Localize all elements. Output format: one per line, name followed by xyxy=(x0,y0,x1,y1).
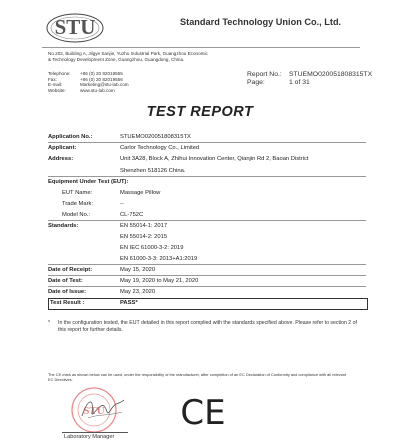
applicant-label: Applicant: xyxy=(48,145,77,151)
contact-row: Fax: +86 (0) 20 82019556 xyxy=(48,76,123,82)
note-asterisk: * xyxy=(48,320,51,326)
compliance-note xyxy=(48,320,366,333)
trade-mark-label: Trade Mark: xyxy=(62,201,94,207)
signature xyxy=(78,394,128,424)
company-address xyxy=(48,51,208,63)
model-no-value: CL-752C xyxy=(120,212,144,218)
standard-item: EN 55014-2: 2015 xyxy=(120,234,168,240)
ce-mark-icon xyxy=(170,393,236,429)
standards-label: Standards: xyxy=(48,223,79,229)
date-test-label: Date of Test: xyxy=(48,278,83,284)
date-issue-value: May 23, 2020 xyxy=(120,289,156,295)
model-no-label: Model No.: xyxy=(62,212,91,218)
row-divider xyxy=(48,275,366,276)
report-meta xyxy=(247,71,372,87)
signature-line xyxy=(62,432,128,433)
page-value: 1 of 31 xyxy=(289,79,310,86)
eut-name-value: Massage Pillow xyxy=(120,190,161,196)
address-line: & Technology Development Zone, Guangzhou, Guangdong, China. xyxy=(48,57,185,62)
date-issue-label: Date of Issue: xyxy=(48,289,87,295)
standard-item: EN 61000-3-3: 2013+A1:2019 xyxy=(120,256,198,262)
report-title: TEST REPORT xyxy=(146,104,254,120)
company-name: Standard Technology Union Co., Ltd. xyxy=(180,17,342,27)
eut-heading: Equipment Under Test (EUT): xyxy=(48,179,129,185)
row-divider xyxy=(48,264,366,265)
header-divider xyxy=(42,47,360,48)
row-divider xyxy=(48,220,366,221)
address-value-line2: Shenzhen 518126 China. xyxy=(120,168,186,174)
stamp-text: STU xyxy=(83,405,105,417)
contact-row: E-mail: Marketing@stu-lab.com xyxy=(48,82,129,88)
contact-info xyxy=(48,71,129,93)
signatory-title: Laboratory Manager xyxy=(64,434,115,440)
trade-mark-value: -- xyxy=(120,201,124,207)
ce-mark-text: CE xyxy=(180,393,226,429)
address-value-line1: Unit 3A28, Block A, Zhihui Innovation Center, Qianjin Rd 2, Baoan District xyxy=(120,156,309,162)
address-label: Address: xyxy=(48,156,74,162)
ce-disclaimer: The CE mark as shown below can be used, under the responsibility of the manufacturer, after completion of an EC Declaration of Conformity and compliance with all relevant EC Directives. xyxy=(48,372,347,382)
application-no-label: Application No.: xyxy=(48,134,93,140)
page-label: Page: xyxy=(247,79,265,86)
note-text: In the configuration tested, the EUT detailed in this report complied with the standards specified above. Please refer to section 2 of this report for further details. xyxy=(58,320,357,333)
applicant-value: Carlor Technology Co., Limited xyxy=(120,145,200,151)
report-no-label: Report No.: xyxy=(247,71,282,78)
stu-logo xyxy=(44,4,106,44)
date-receipt-label: Date of Receipt: xyxy=(48,267,93,273)
application-no-value: STUEMO020051808315TX xyxy=(120,134,191,140)
contact-row: Telephone: +86 (0) 20 82019555 xyxy=(48,71,123,76)
test-result-value: PASS* xyxy=(120,300,138,306)
date-receipt-value: May 15, 2020 xyxy=(120,267,156,273)
eut-name-label: EUT Name: xyxy=(62,190,93,196)
logo-text: STU xyxy=(54,15,96,39)
standard-item: EN IEC 61000-3-2: 2019 xyxy=(120,245,184,251)
report-no-value: STUEMO020051808315TX xyxy=(289,71,373,78)
test-result-label: Test Result : xyxy=(50,300,85,306)
contact-row: Website: www.stu-lab.com xyxy=(48,87,115,93)
row-divider xyxy=(48,142,366,143)
standard-item: EN 55014-1: 2017 xyxy=(120,223,168,229)
date-test-value: May 19, 2020 to May 21, 2020 xyxy=(120,278,199,284)
row-divider xyxy=(48,286,366,287)
row-divider xyxy=(48,176,366,177)
address-line: No.202, Building A, Jilgye Sanjie, Yuzhu Industrial Park, Guangzhou Economic xyxy=(48,51,208,56)
